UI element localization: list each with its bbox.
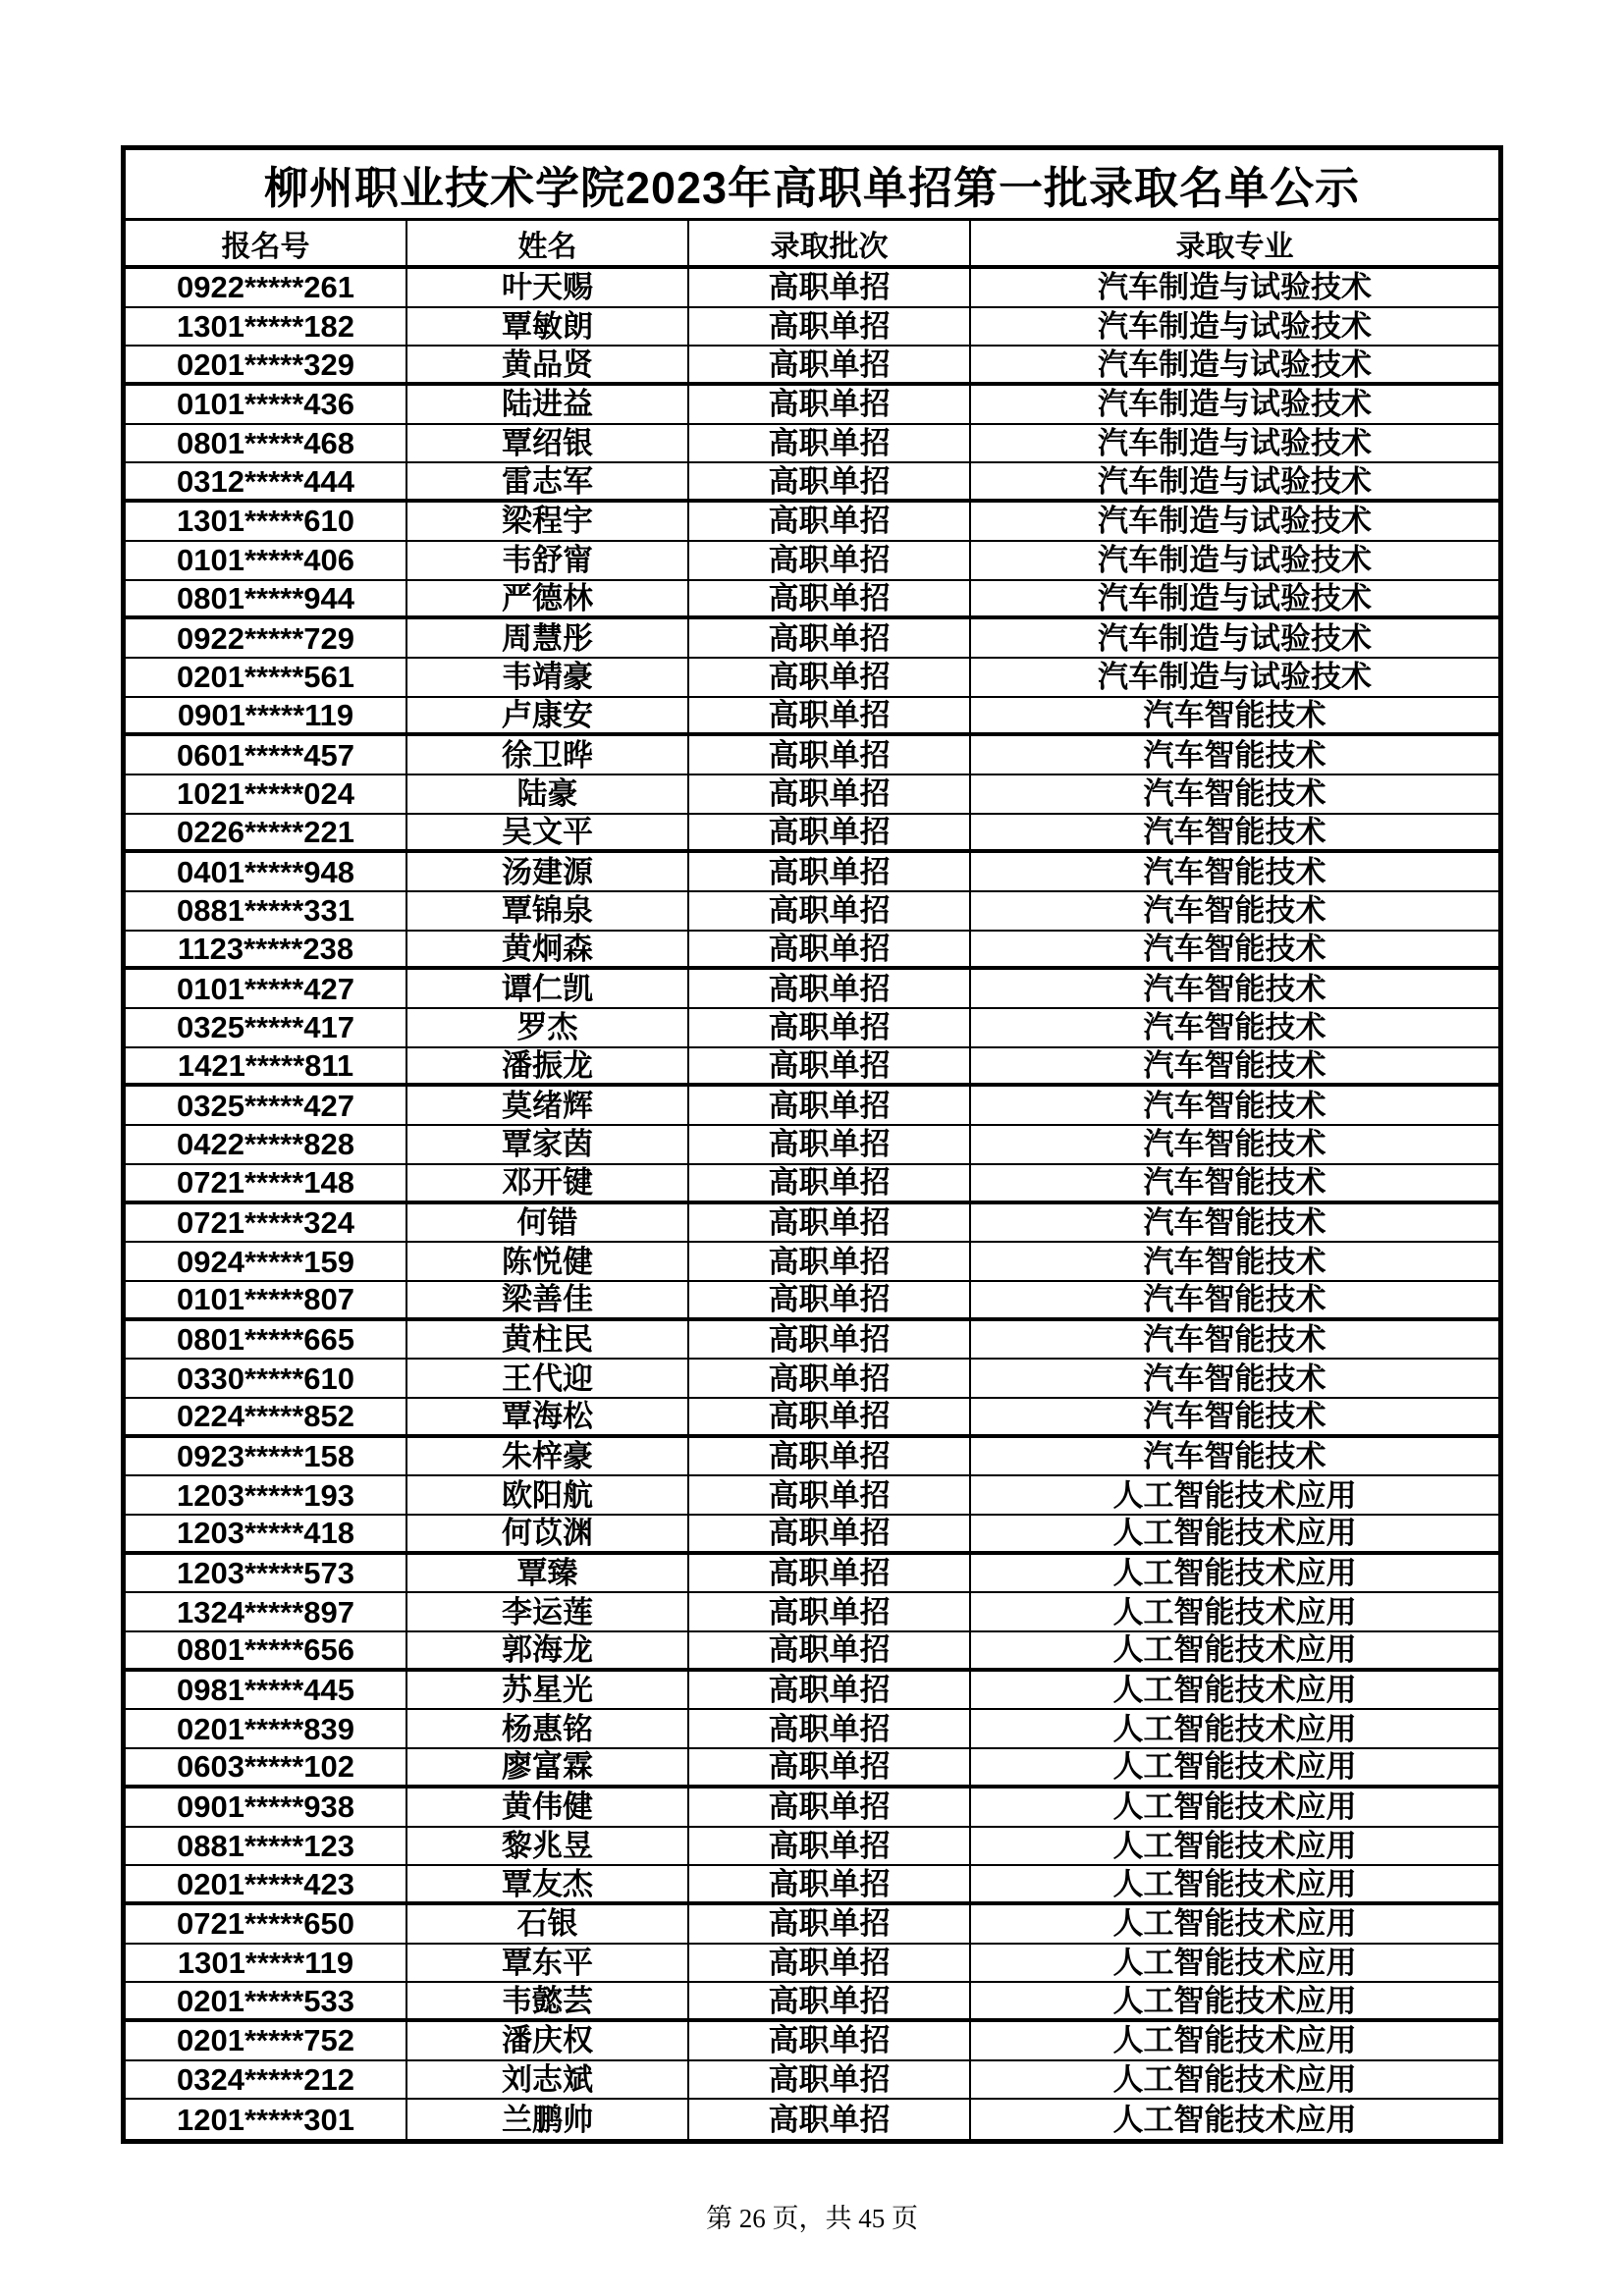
name-cell: 韦懿芸 xyxy=(407,1983,689,2018)
registration-no-cell: 1301*****119 xyxy=(126,1945,407,1982)
major-cell: 汽车智能技术 xyxy=(1143,1438,1326,1473)
table-row xyxy=(126,698,1498,737)
table-row xyxy=(126,1399,1498,1438)
major-cell: 汽车智能技术 xyxy=(1143,737,1326,773)
table-row xyxy=(126,1360,1498,1399)
batch-cell: 高职单招 xyxy=(689,386,971,423)
major-cell: 人工智能技术应用 xyxy=(1112,1673,1357,1708)
table-row xyxy=(126,1866,1498,1905)
table-row xyxy=(126,269,1498,308)
table-header-row xyxy=(126,221,1498,269)
name-cell: 韦靖豪 xyxy=(407,659,689,696)
major-cell: 汽车智能技术 xyxy=(1143,1282,1326,1317)
table-row xyxy=(126,1789,1498,1828)
batch-cell: 高职单招 xyxy=(689,1555,971,1592)
table-row xyxy=(126,1009,1498,1048)
table-row xyxy=(126,1905,1498,1945)
major-cell: 人工智能技术应用 xyxy=(1112,1594,1357,1629)
name-cell: 朱梓豪 xyxy=(407,1438,689,1475)
major-cell: 汽车智能技术 xyxy=(1143,1204,1326,1240)
registration-no-cell: 0601*****457 xyxy=(126,736,407,774)
table-title: 柳州职业技术学院2023年高职单招第一批录取名单公示 xyxy=(126,150,1498,221)
name-cell: 雷志军 xyxy=(407,463,689,499)
name-cell: 黄炯森 xyxy=(407,932,689,967)
column-header-registration-no: 报名号 xyxy=(126,221,407,265)
registration-no-cell: 0224*****852 xyxy=(126,1399,407,1434)
name-cell: 郭海龙 xyxy=(407,1632,689,1668)
name-cell: 陈悦健 xyxy=(407,1243,689,1280)
registration-no-cell: 0924*****159 xyxy=(126,1243,407,1280)
table-row xyxy=(126,736,1498,775)
table-row xyxy=(126,1476,1498,1516)
table-row xyxy=(126,659,1498,698)
batch-cell: 高职单招 xyxy=(689,698,971,733)
batch-cell: 高职单招 xyxy=(689,1399,971,1434)
batch-cell: 高职单招 xyxy=(689,1905,971,1943)
name-cell: 汤建源 xyxy=(407,853,689,890)
name-cell: 陆豪 xyxy=(407,775,689,813)
batch-cell: 高职单招 xyxy=(689,1516,971,1551)
batch-cell: 高职单招 xyxy=(689,1204,971,1242)
major-cell: 汽车制造与试验技术 xyxy=(1098,580,1372,615)
major-cell: 汽车制造与试验技术 xyxy=(1098,347,1372,382)
registration-no-cell: 0721*****650 xyxy=(126,1905,407,1943)
registration-no-cell: 0801*****468 xyxy=(126,425,407,462)
batch-cell: 高职单招 xyxy=(689,1945,971,1982)
registration-no-cell: 0201*****561 xyxy=(126,659,407,696)
batch-cell: 高职单招 xyxy=(689,1126,971,1163)
major-cell: 汽车智能技术 xyxy=(1143,854,1326,889)
major-cell: 人工智能技术应用 xyxy=(1112,1828,1357,1863)
name-cell: 梁善佳 xyxy=(407,1282,689,1317)
major-cell: 人工智能技术应用 xyxy=(1112,1632,1357,1668)
table-row xyxy=(126,386,1498,425)
batch-cell: 高职单招 xyxy=(689,1165,971,1201)
column-header-admission-batch: 录取批次 xyxy=(689,221,971,265)
name-cell: 覃臻 xyxy=(407,1555,689,1592)
name-cell: 兰鹏帅 xyxy=(407,2100,689,2139)
major-cell: 汽车制造与试验技术 xyxy=(1098,270,1372,305)
major-cell: 汽车智能技术 xyxy=(1143,1244,1326,1279)
registration-no-cell: 0101*****427 xyxy=(126,970,407,1007)
registration-no-cell: 0922*****729 xyxy=(126,619,407,657)
batch-cell: 高职单招 xyxy=(689,1749,971,1785)
major-cell: 汽车智能技术 xyxy=(1143,776,1326,812)
major-cell: 人工智能技术应用 xyxy=(1112,1906,1357,1942)
name-cell: 覃东平 xyxy=(407,1945,689,1982)
table-row xyxy=(126,1243,1498,1282)
batch-cell: 高职单招 xyxy=(689,1009,971,1046)
major-cell: 汽车智能技术 xyxy=(1143,1165,1326,1201)
registration-no-cell: 0603*****102 xyxy=(126,1749,407,1785)
name-cell: 覃家茵 xyxy=(407,1126,689,1163)
name-cell: 邓开键 xyxy=(407,1165,689,1201)
registration-no-cell: 0101*****807 xyxy=(126,1282,407,1317)
major-cell: 人工智能技术应用 xyxy=(1112,1556,1357,1591)
table-row xyxy=(126,308,1498,347)
major-cell: 人工智能技术应用 xyxy=(1112,1983,1357,2018)
major-cell: 汽车智能技术 xyxy=(1143,971,1326,1006)
registration-no-cell: 0721*****148 xyxy=(126,1165,407,1201)
registration-no-cell: 0721*****324 xyxy=(126,1204,407,1242)
batch-cell: 高职单招 xyxy=(689,1866,971,1901)
registration-no-cell: 1421*****811 xyxy=(126,1048,407,1084)
registration-no-cell: 0881*****123 xyxy=(126,1828,407,1865)
batch-cell: 高职单招 xyxy=(689,970,971,1007)
major-cell: 人工智能技术应用 xyxy=(1112,2023,1357,2058)
major-cell: 汽车制造与试验技术 xyxy=(1098,660,1372,695)
table-row xyxy=(126,815,1498,854)
table-row xyxy=(126,1165,1498,1204)
registration-no-cell: 1203*****418 xyxy=(126,1516,407,1551)
table-row xyxy=(126,892,1498,932)
name-cell: 廖富霖 xyxy=(407,1749,689,1785)
registration-no-cell: 0324*****212 xyxy=(126,2061,407,2099)
name-cell: 何错 xyxy=(407,1204,689,1242)
major-cell: 汽车智能技术 xyxy=(1143,1321,1326,1357)
batch-cell: 高职单招 xyxy=(689,1789,971,1826)
table-row xyxy=(126,2061,1498,2101)
registration-no-cell: 0901*****119 xyxy=(126,698,407,733)
registration-no-cell: 0881*****331 xyxy=(126,892,407,930)
major-cell: 汽车智能技术 xyxy=(1143,1399,1326,1434)
major-cell: 人工智能技术应用 xyxy=(1112,1749,1357,1785)
name-cell: 莫绪辉 xyxy=(407,1087,689,1124)
major-cell: 人工智能技术应用 xyxy=(1112,1789,1357,1825)
major-cell: 汽车智能技术 xyxy=(1143,1048,1326,1084)
batch-cell: 高职单招 xyxy=(689,1828,971,1865)
registration-no-cell: 0226*****221 xyxy=(126,815,407,850)
name-cell: 覃友杰 xyxy=(407,1866,689,1901)
name-cell: 梁程宇 xyxy=(407,503,689,540)
batch-cell: 高职单招 xyxy=(689,269,971,306)
table-row xyxy=(126,1204,1498,1244)
table-row xyxy=(126,932,1498,971)
registration-no-cell: 0201*****423 xyxy=(126,1866,407,1901)
table-row xyxy=(126,1672,1498,1711)
major-cell: 汽车制造与试验技术 xyxy=(1098,426,1372,461)
registration-no-cell: 0901*****938 xyxy=(126,1789,407,1826)
name-cell: 吴文平 xyxy=(407,815,689,850)
name-cell: 潘振龙 xyxy=(407,1048,689,1084)
batch-cell: 高职单招 xyxy=(689,542,971,579)
table-row xyxy=(126,2022,1498,2061)
batch-cell: 高职单招 xyxy=(689,1593,971,1630)
table-row xyxy=(126,1593,1498,1632)
batch-cell: 高职单招 xyxy=(689,1632,971,1668)
registration-no-cell: 0101*****406 xyxy=(126,542,407,579)
batch-cell: 高职单招 xyxy=(689,1321,971,1359)
major-cell: 人工智能技术应用 xyxy=(1112,1477,1357,1513)
name-cell: 刘志斌 xyxy=(407,2061,689,2099)
table-row xyxy=(126,1087,1498,1126)
table-row xyxy=(126,1945,1498,1984)
registration-no-cell: 0801*****944 xyxy=(126,581,407,616)
registration-no-cell: 0923*****158 xyxy=(126,1438,407,1475)
batch-cell: 高职单招 xyxy=(689,1710,971,1747)
name-cell: 覃锦泉 xyxy=(407,892,689,930)
table-row xyxy=(126,1555,1498,1594)
table-row xyxy=(126,1438,1498,1477)
batch-cell: 高职单招 xyxy=(689,503,971,540)
batch-cell: 高职单招 xyxy=(689,853,971,890)
batch-cell: 高职单招 xyxy=(689,463,971,499)
registration-no-cell: 0201*****839 xyxy=(126,1710,407,1747)
registration-no-cell: 0101*****436 xyxy=(126,386,407,423)
admission-list-table xyxy=(121,145,1503,2144)
batch-cell: 高职单招 xyxy=(689,932,971,967)
major-cell: 汽车制造与试验技术 xyxy=(1098,504,1372,539)
registration-no-cell: 1021*****024 xyxy=(126,775,407,813)
major-cell: 汽车制造与试验技术 xyxy=(1098,620,1372,656)
table-row xyxy=(126,1828,1498,1867)
batch-cell: 高职单招 xyxy=(689,308,971,346)
table-row xyxy=(126,775,1498,815)
registration-no-cell: 0801*****656 xyxy=(126,1632,407,1668)
major-cell: 人工智能技术应用 xyxy=(1112,1711,1357,1746)
batch-cell: 高职单招 xyxy=(689,2061,971,2099)
batch-cell: 高职单招 xyxy=(689,347,971,382)
major-cell: 汽车智能技术 xyxy=(1143,814,1326,849)
batch-cell: 高职单招 xyxy=(689,619,971,657)
major-cell: 人工智能技术应用 xyxy=(1112,1866,1357,1901)
major-cell: 汽车制造与试验技术 xyxy=(1098,309,1372,345)
name-cell: 徐卫晔 xyxy=(407,736,689,774)
batch-cell: 高职单招 xyxy=(689,1282,971,1317)
table-row xyxy=(126,1749,1498,1789)
batch-cell: 高职单招 xyxy=(689,1360,971,1397)
table-row xyxy=(126,1516,1498,1555)
batch-cell: 高职单招 xyxy=(689,1087,971,1124)
batch-cell: 高职单招 xyxy=(689,1983,971,2018)
batch-cell: 高职单招 xyxy=(689,1438,971,1475)
table-row xyxy=(126,503,1498,542)
table-row xyxy=(126,425,1498,464)
name-cell: 覃敏朗 xyxy=(407,308,689,346)
batch-cell: 高职单招 xyxy=(689,1476,971,1514)
name-cell: 黎兆昱 xyxy=(407,1828,689,1865)
name-cell: 李运莲 xyxy=(407,1593,689,1630)
name-cell: 何苡渊 xyxy=(407,1516,689,1551)
registration-no-cell: 1123*****238 xyxy=(126,932,407,967)
batch-cell: 高职单招 xyxy=(689,581,971,616)
registration-no-cell: 0325*****427 xyxy=(126,1087,407,1124)
name-cell: 罗杰 xyxy=(407,1009,689,1046)
table-row xyxy=(126,1710,1498,1749)
registration-no-cell: 0981*****445 xyxy=(126,1672,407,1709)
name-cell: 周慧彤 xyxy=(407,619,689,657)
name-cell: 苏星光 xyxy=(407,1672,689,1709)
major-cell: 汽车智能技术 xyxy=(1143,1361,1326,1396)
registration-no-cell: 0201*****752 xyxy=(126,2022,407,2059)
name-cell: 黄品贤 xyxy=(407,347,689,382)
registration-no-cell: 0330*****610 xyxy=(126,1360,407,1397)
table-row xyxy=(126,970,1498,1009)
registration-no-cell: 0401*****948 xyxy=(126,853,407,890)
registration-no-cell: 0922*****261 xyxy=(126,269,407,306)
column-header-name: 姓名 xyxy=(407,221,689,265)
table-row xyxy=(126,619,1498,659)
name-cell: 严德林 xyxy=(407,581,689,616)
batch-cell: 高职单招 xyxy=(689,1672,971,1709)
table-row xyxy=(126,853,1498,892)
major-cell: 汽车智能技术 xyxy=(1143,1088,1326,1123)
table-row xyxy=(126,1983,1498,2022)
batch-cell: 高职单招 xyxy=(689,736,971,774)
table-row xyxy=(126,542,1498,581)
name-cell: 欧阳航 xyxy=(407,1476,689,1514)
major-cell: 汽车智能技术 xyxy=(1143,932,1326,967)
name-cell: 覃海松 xyxy=(407,1399,689,1434)
major-cell: 人工智能技术应用 xyxy=(1112,2102,1357,2137)
registration-no-cell: 1203*****193 xyxy=(126,1476,407,1514)
column-header-admitted-major: 录取专业 xyxy=(1175,230,1294,263)
table-row xyxy=(126,1321,1498,1361)
registration-no-cell: 0201*****329 xyxy=(126,347,407,382)
registration-no-cell: 0201*****533 xyxy=(126,1983,407,2018)
table-row xyxy=(126,1282,1498,1321)
registration-no-cell: 0325*****417 xyxy=(126,1009,407,1046)
registration-no-cell: 1203*****573 xyxy=(126,1555,407,1592)
name-cell: 卢康安 xyxy=(407,698,689,733)
batch-cell: 高职单招 xyxy=(689,2100,971,2139)
name-cell: 潘庆权 xyxy=(407,2022,689,2059)
name-cell: 黄柱民 xyxy=(407,1321,689,1359)
major-cell: 汽车智能技术 xyxy=(1143,1127,1326,1162)
table-row xyxy=(126,1632,1498,1672)
registration-no-cell: 0422*****828 xyxy=(126,1126,407,1163)
table-row xyxy=(126,1048,1498,1088)
name-cell: 谭仁凯 xyxy=(407,970,689,1007)
major-cell: 人工智能技术应用 xyxy=(1112,2061,1357,2097)
batch-cell: 高职单招 xyxy=(689,2022,971,2059)
major-cell: 人工智能技术应用 xyxy=(1112,1516,1357,1551)
major-cell: 汽车制造与试验技术 xyxy=(1098,387,1372,422)
batch-cell: 高职单招 xyxy=(689,815,971,850)
registration-no-cell: 1301*****182 xyxy=(126,308,407,346)
registration-no-cell: 1201*****301 xyxy=(126,2100,407,2139)
table-row xyxy=(126,2100,1498,2139)
name-cell: 韦舒甯 xyxy=(407,542,689,579)
batch-cell: 高职单招 xyxy=(689,775,971,813)
batch-cell: 高职单招 xyxy=(689,425,971,462)
table-body xyxy=(126,269,1498,2139)
batch-cell: 高职单招 xyxy=(689,892,971,930)
major-cell: 汽车智能技术 xyxy=(1143,893,1326,929)
name-cell: 陆进益 xyxy=(407,386,689,423)
registration-no-cell: 0801*****665 xyxy=(126,1321,407,1359)
major-cell: 汽车制造与试验技术 xyxy=(1098,463,1372,499)
table-row xyxy=(126,463,1498,503)
page-number: 第 26 页，共 45 页 xyxy=(706,2204,918,2233)
major-cell: 人工智能技术应用 xyxy=(1112,1945,1357,1980)
major-cell: 汽车智能技术 xyxy=(1143,1010,1326,1045)
table-row xyxy=(126,581,1498,620)
batch-cell: 高职单招 xyxy=(689,659,971,696)
name-cell: 石银 xyxy=(407,1905,689,1943)
name-cell: 杨惠铭 xyxy=(407,1710,689,1747)
batch-cell: 高职单招 xyxy=(689,1243,971,1280)
name-cell: 黄伟健 xyxy=(407,1789,689,1826)
major-cell: 汽车智能技术 xyxy=(1143,697,1326,732)
batch-cell: 高职单招 xyxy=(689,1048,971,1084)
table-row xyxy=(126,1126,1498,1165)
name-cell: 叶天赐 xyxy=(407,269,689,306)
table-row xyxy=(126,347,1498,386)
registration-no-cell: 0312*****444 xyxy=(126,463,407,499)
name-cell: 覃绍银 xyxy=(407,425,689,462)
name-cell: 王代迎 xyxy=(407,1360,689,1397)
registration-no-cell: 1324*****897 xyxy=(126,1593,407,1630)
major-cell: 汽车制造与试验技术 xyxy=(1098,543,1372,578)
registration-no-cell: 1301*****610 xyxy=(126,503,407,540)
